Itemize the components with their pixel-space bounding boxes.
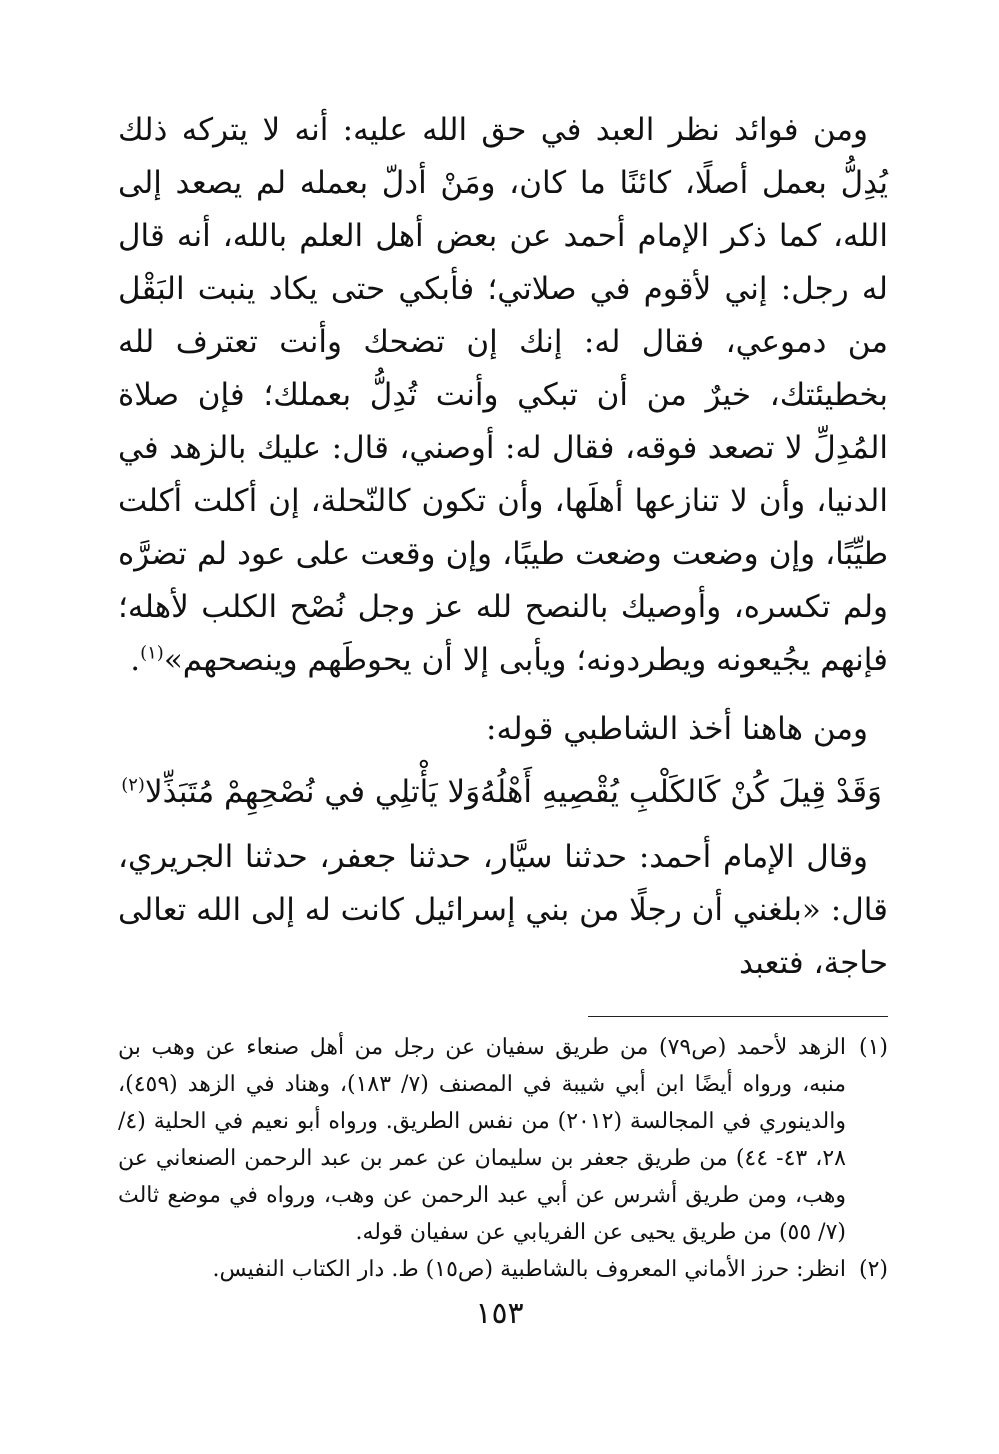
footnote-number: (٢) — [858, 1257, 888, 1282]
main-paragraph-text: ومن فوائد نظر العبد في حق الله عليه: أنه لا يتركه ذلك يُدِلُّ بعمل أصلًا، كائنًا ما كان، ومَنْ أدلّ بعمله لم يصعد إلى الله، كما ذكر الإمام أحمد عن بعض أهل العلم بالله، أنه قال له رجل: إني لأقوم في صلاتي؛ فأبكي حتى يكاد ينبت البَقْل من دموعي، فقال له: إنك إن تضحك وأنت تعترف لله بخطيئتك، خيرٌ من أن تبكي وأنت تُدِلُّ بعملك؛ فإن صلاة المُدِلِّ لا تصعد فوقه، فقال له: أوصني، قال: عليك بالزهد في الدنيا، وأن لا تنازعها أهلَها، وأن تكون كالنّحلة، إن أكلت أكلت طيِّبًا، وإن وضعت وضعت طيبًا، وإن وقعت على عود لم تضرَّه ولم تكسره، وأوصيك بالنصح لله عز وجل نُصْح الكلب لأهله؛ فإنهم يجُيعونه ويطردونه؛ ويأبى إلا أن يحوطَهم وينصحهم» — [118, 112, 888, 678]
narration-paragraph: وقال الإمام أحمد: حدثنا سيَّار، حدثنا جعفر، حدثنا الجريري، قال: «بلغني أن رجلًا من بني إسرائيل كانت له إلى الله تعالى حاجة، فتعبد — [118, 839, 888, 981]
page-content — [118, 104, 888, 1288]
footnote-separator — [588, 1016, 888, 1017]
footnote-ref-1[interactable]: (١) — [140, 642, 164, 664]
page-number: ١٥٣ — [475, 1296, 524, 1331]
poetry-verse — [118, 766, 888, 819]
footnote-text: انظر: حرز الأماني المعروف بالشاطبية (ص١٥) ط. دار الكتاب النفيس. — [212, 1257, 846, 1282]
verse-intro: ومن هاهنا أخذ الشاطبي قوله: — [486, 711, 868, 747]
footnote-2 — [118, 1251, 888, 1288]
verse-second-hemistich: وَلا يَأْتلِي في نُصْحِهِمْ مُتَبَذِّلا — [144, 774, 481, 810]
footnote-1 — [118, 1029, 888, 1251]
footnote-number: (١) — [858, 1035, 888, 1060]
verse-first-hemistich: وَقَدْ قِيلَ كُنْ كَالكَلْبِ يُقْصِيهِ أَهْلُهُ — [480, 774, 882, 810]
verse-second-hemistich-wrap — [121, 766, 480, 819]
footnotes — [118, 1029, 888, 1288]
main-paragraph — [118, 104, 888, 687]
footnote-ref-2[interactable]: (٢) — [121, 774, 145, 796]
footnote-text: الزهد لأحمد (ص٧٩) من طريق سفيان عن رجل من أهل صنعاء عن وهب بن منبه، ورواه أيضًا ابن أبي شيبة في المصنف (٧/ ١٨٣)، وهناد في الزهد (٤٥٩)، والدينوري في المجالسة (٢٠١٢) من نفس الطريق. ورواه أبو نعيم في الحلية (٤/ ٢٨، ٤٣- ٤٤) من طريق جعفر بن سليمان عن عمر بن عبد الرحمن الصنعاني عن وهب، ومن طريق أشرس عن أبي عبد الرحمن عن وهب، ورواه في موضع ثالث (٧/ ٥٥) من طريق يحيى عن الفريابي عن سفيان قوله. — [118, 1035, 847, 1245]
main-paragraph-end: . — [130, 642, 141, 678]
